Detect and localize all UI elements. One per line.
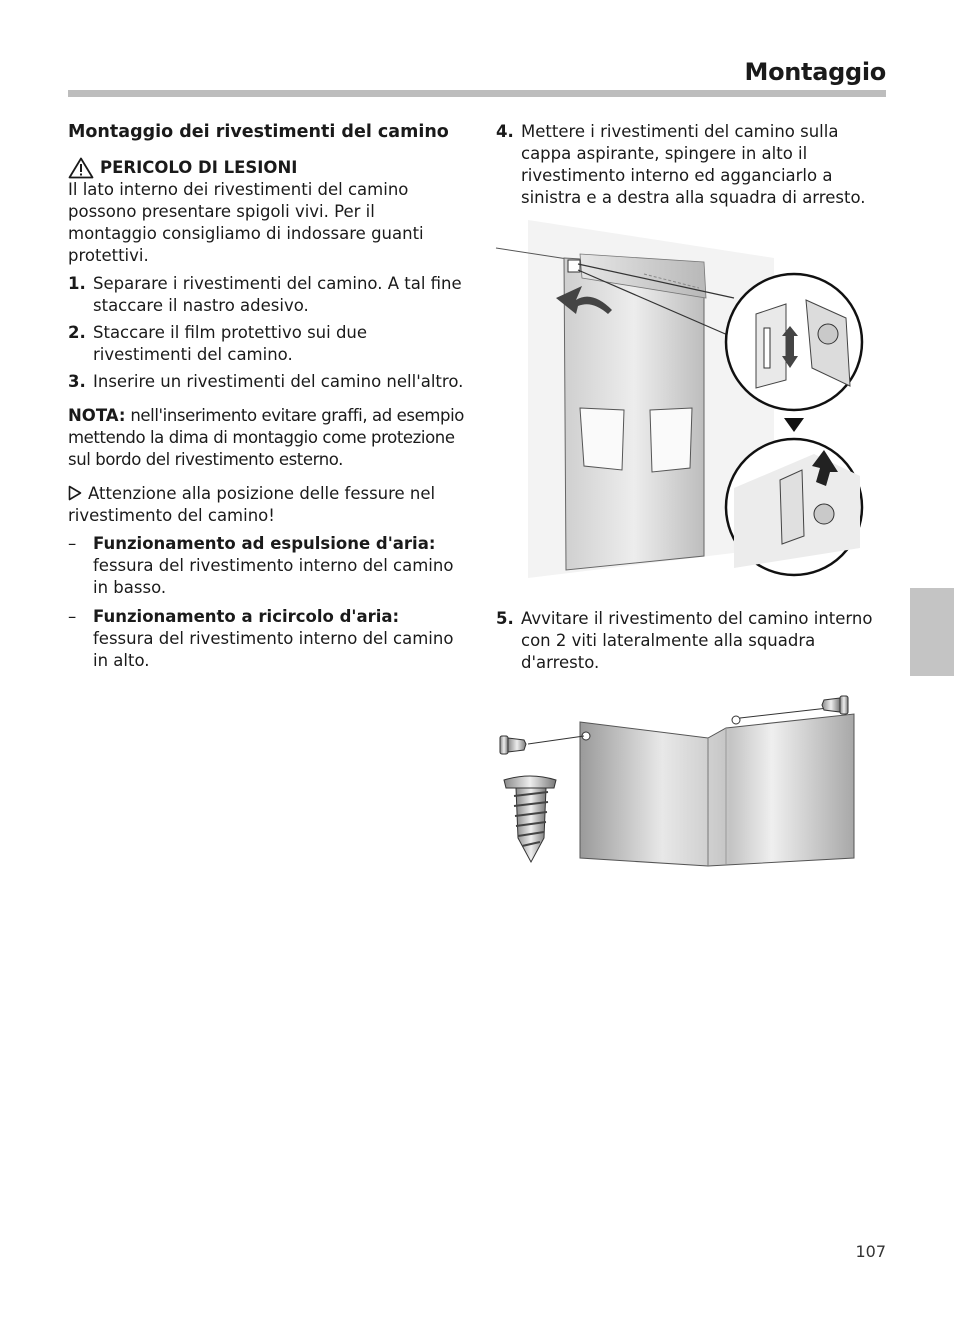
chimney-hook-illustration [494, 218, 870, 590]
warning-heading [68, 157, 464, 179]
list-item [68, 371, 464, 393]
mode-label: Funzionamento ad espulsione d'aria: [93, 534, 436, 553]
dash: – [68, 607, 77, 626]
step-number: 4. [496, 122, 514, 141]
step-number: 5. [496, 609, 514, 628]
mode-list [68, 533, 464, 672]
list-item [68, 533, 464, 599]
list-item [496, 121, 886, 209]
note-label: NOTA: [68, 406, 126, 425]
page-title: Montaggio [744, 58, 886, 86]
side-tab [910, 588, 954, 676]
warning-text: Il lato interno dei rivestimenti del camino possono presentare spigoli vivi. Per il montaggio consigliamo di indossare guanti protettivi. [68, 180, 424, 265]
screw-illustration [494, 688, 864, 870]
warning-triangle-icon [68, 157, 94, 179]
steps-list [68, 273, 464, 393]
list-item [68, 322, 464, 366]
hint-text: Attenzione alla posizione delle fessure nel rivestimento del camino! [68, 484, 436, 525]
note-text: nell'inserimento evitare graffi, ad esempio mettendo la dima di montaggio come protezione sul bordo del rivestimento esterno. [68, 406, 465, 469]
dash: – [68, 534, 77, 553]
step-text: Inserire un rivestimenti del camino nell'altro. [93, 372, 464, 391]
note [68, 405, 464, 471]
list-item [68, 273, 464, 317]
list-item [68, 606, 464, 672]
header-rule [68, 90, 886, 97]
hint [68, 483, 464, 527]
left-column [68, 121, 464, 679]
right-column [496, 121, 886, 214]
step-number: 3. [68, 372, 86, 391]
step-number: 2. [68, 323, 86, 342]
mode-text: fessura del rivestimento interno del camino in basso. [93, 556, 454, 597]
mode-text: fessura del rivestimento interno del camino in alto. [93, 629, 454, 670]
section-title: Montaggio dei rivestimenti del camino [68, 122, 449, 142]
step-text: Mettere i rivestimenti del camino sulla cappa aspirante, spingere in alto il rivestimento interno ed agganciarlo a sinistra e a destra alla squadra di arresto. [521, 122, 866, 207]
step-text: Avvitare il rivestimento del camino interno con 2 viti lateralmente alla squadra d'arresto. [521, 609, 873, 672]
list-item [496, 608, 886, 674]
step-text: Separare i rivestimenti del camino. A tal fine staccare il nastro adesivo. [93, 274, 462, 315]
step-number: 1. [68, 274, 86, 293]
page-number: 107 [855, 1242, 886, 1261]
mode-label: Funzionamento a ricircolo d'aria: [93, 607, 400, 626]
play-triangle-icon [68, 485, 82, 501]
step-text: Staccare il film protettivo sui due rivestimenti del camino. [93, 323, 368, 364]
step5-block [496, 608, 886, 679]
warning-heading-text: PERICOLO DI LESIONI [100, 158, 298, 177]
